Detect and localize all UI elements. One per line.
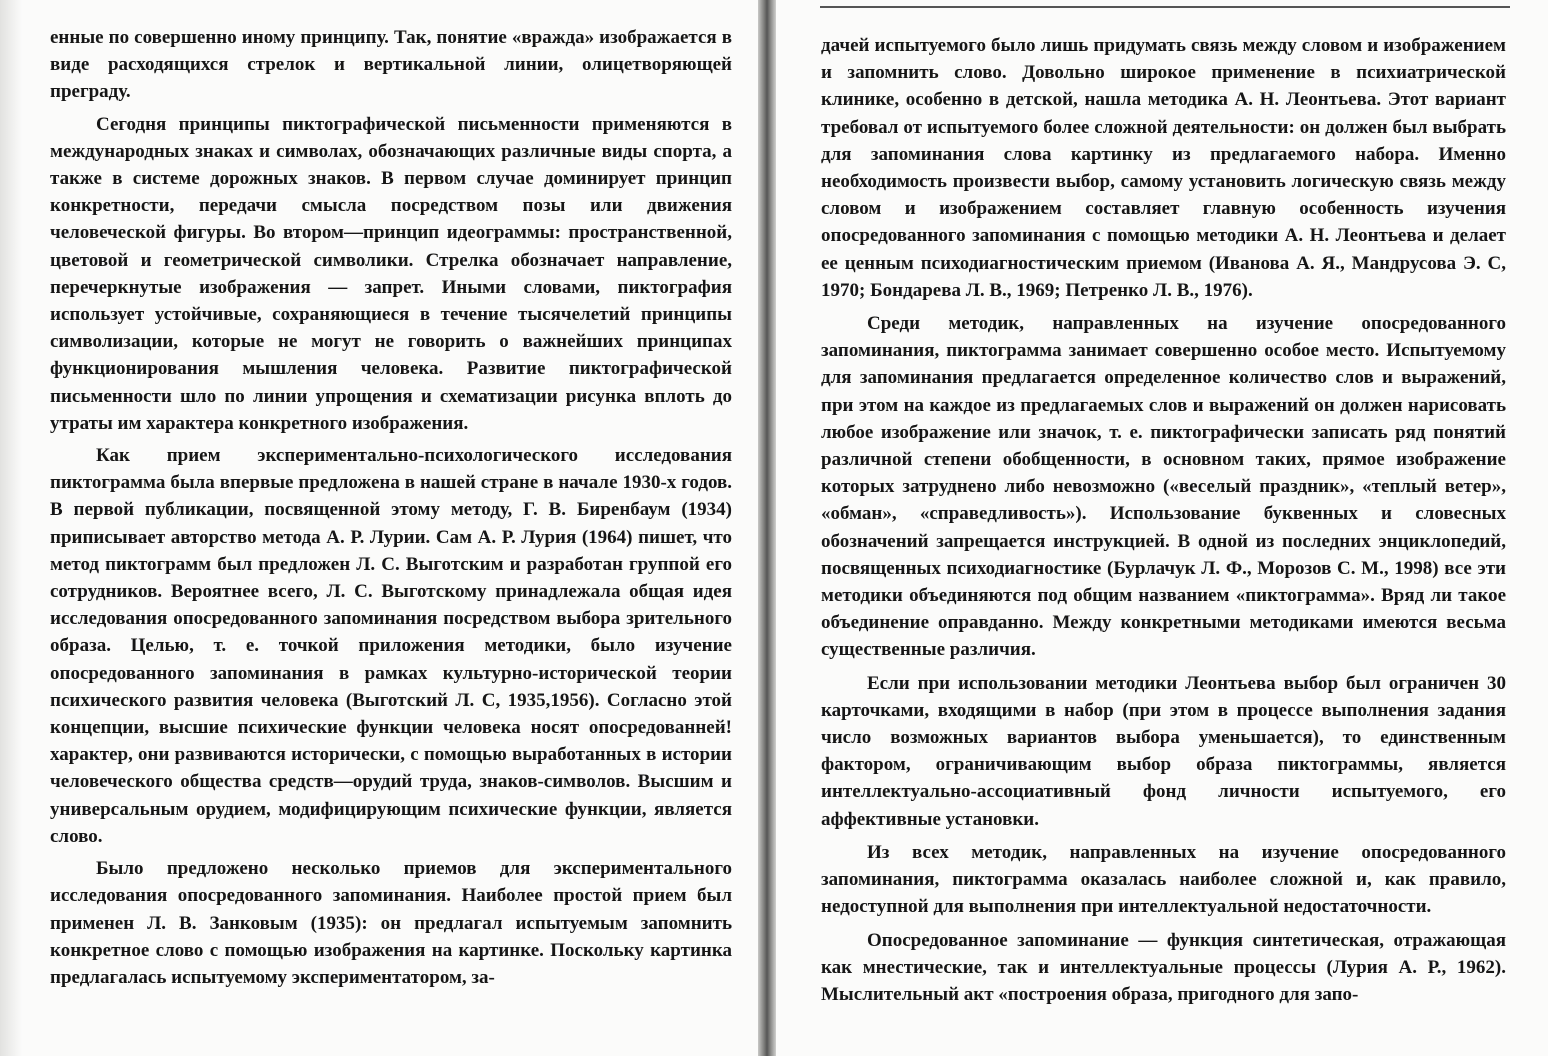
paragraph: дачей испытуемого было лишь придумать связь между словом и изображением и запомнить слово. Довольно широкое применение в психиатрической клинике, особенно в детской, нашла методика А. Н. Леонтьева. Этот вариант требовал от испытуемого более сложной деятельности: он должен был выбрать для запоминания слова картинку из предлагаемого набора. Именно необходимость произвести выбор, самому установить логическую связь между словом и изображением составляет главную особенность изучения опосредованного запоминания с помощью методики А. Н. Леонтьева и делает ее ценным психодиагностическим приемом (Иванова А. Я., Мандрусова Э. С, 1970; Бондарева Л. В., 1969; Петренко Л. В., 1976).: [821, 35, 1506, 301]
right-page: [776, 0, 1548, 1056]
paragraph: Среди методик, направленных на изучение опосредованного запоминания, пиктограмма занимает совершенно особое место. Испытуемому для запоминания предлагается определенное количество слов и выражений, при этом на каждое из предлагаемых слов и выражений он должен нарисовать любое изображение или значок, т. е. пиктографически записать ряд понятий различной степени обобщенности, в основном таких, прямое изображение которых затруднено либо невозможно («веселый праздник», «теплый ветер», «обман», «справедливость»). Использование буквенных и словесных обозначений запрещается инструкцией. В одной из последних энциклопедий, посвященных психодиагностике (Бурлачук Л. Ф., Морозов С. М., 1998) все эти методики объединяются под общим названием «пиктограмма». Вряд ли такое объединение оправданно. Между конкретными методиками имеются весьма существенные различия.: [821, 313, 1506, 661]
paragraph: Сегодня принципы пиктографической письменности применяются в международных знаках и символах, обозначающих различные виды спорта, а также в системе дорожных знаков. В первом случае доминирует принцип конкретности, передачи смысла посредством позы или движения человеческой фигуры. Во втором—принцип идеограммы: пространственной, цветовой и геометрической символики. Стрелка обозначает направление, перечеркнутые изображения — запрет. Иными словами, пиктография использует устойчивые, сохраняющиеся в течение тысячелетий принципы символизации, которые не могут не говорить о важнейших принципах функционирования мышления человека. Развитие пиктографической письменности шло по линии упрощения и схематизации рисунка вплоть до утраты им характера конкретного изображения.: [50, 113, 732, 434]
page-edge-shadow: [0, 0, 22, 1056]
paragraph: Было предложено несколько приемов для экспериментального исследования опосредованного запоминания. Наиболее простой прием был применен Л. В. Занковым (1935): он предлагал испытуемым запомнить конкретное слово с помощью изображения на картинке. Поскольку картинка предлагалась испытуемому экспериментатором, за-: [50, 858, 732, 988]
header-rule: [820, 6, 1510, 8]
paragraph: Если при использовании методики Леонтьева выбор был ограничен 30 карточками, входящими в набор (при этом в процессе выполнения задания число возможных вариантов выбора уменьшается), то единственным фактором, ограничивающим выбор образа пиктограммы, является интеллектуально-ассоциативный фонд личности испытуемого, его аффективные установки.: [821, 672, 1506, 830]
paragraph: Из всех методик, направленных на изучение опосредованного запоминания, пиктограмма оказалась наиболее сложной и, как правило, недоступной для выполнения при интеллектуальной недостаточности.: [821, 841, 1506, 918]
left-page-text-column: [50, 24, 732, 996]
left-page: [0, 0, 758, 1056]
paragraph: Как прием экспериментально-психологического исследования пиктограмма была впервые предложена в нашей стране в начале 1930-х годов. В первой публикации, посвященной этому методу, Г. В. Биренбаум (1934) приписывает авторство метода А. Р. Лурии. Сам А. Р. Лурия (1964) пишет, что метод пиктограмм был предложен Л. С. Выготским и разработан группой его сотрудников. Вероятнее всего, Л. С. Выготскому принадлежала общая идея исследования опосредованного запоминания посредством выбора зрительного образа. Целью, т. е. точкой приложения методики, было изучение опосредованного запоминания в рамках культурно-исторической теории психического развития человека (Выготский Л. С, 1935,1956). Согласно этой концепции, высшие психические функции человека носят опосредованней! характер, они развиваются исторически, с помощью выработанных в истории человеческого общества средств—орудий труда, знаков-символов. Высшим и универсальным орудием, модифицирующим психические функции, является слово.: [50, 445, 732, 847]
right-page-text-column: [821, 32, 1506, 1014]
paragraph: енные по совершенно иному принципу. Так, понятие «вражда» изображается в виде расходящихся стрелок и вертикальной линии, олицетворяющей преграду.: [50, 27, 732, 103]
paragraph: Опосредованное запоминание — функция синтетическая, отражающая как мнестические, так и интеллектуальные процессы (Лурия А. Р., 1962). Мыслительный акт «построения образа, пригодного для запо-: [821, 929, 1506, 1005]
book-gutter: [758, 0, 776, 1056]
